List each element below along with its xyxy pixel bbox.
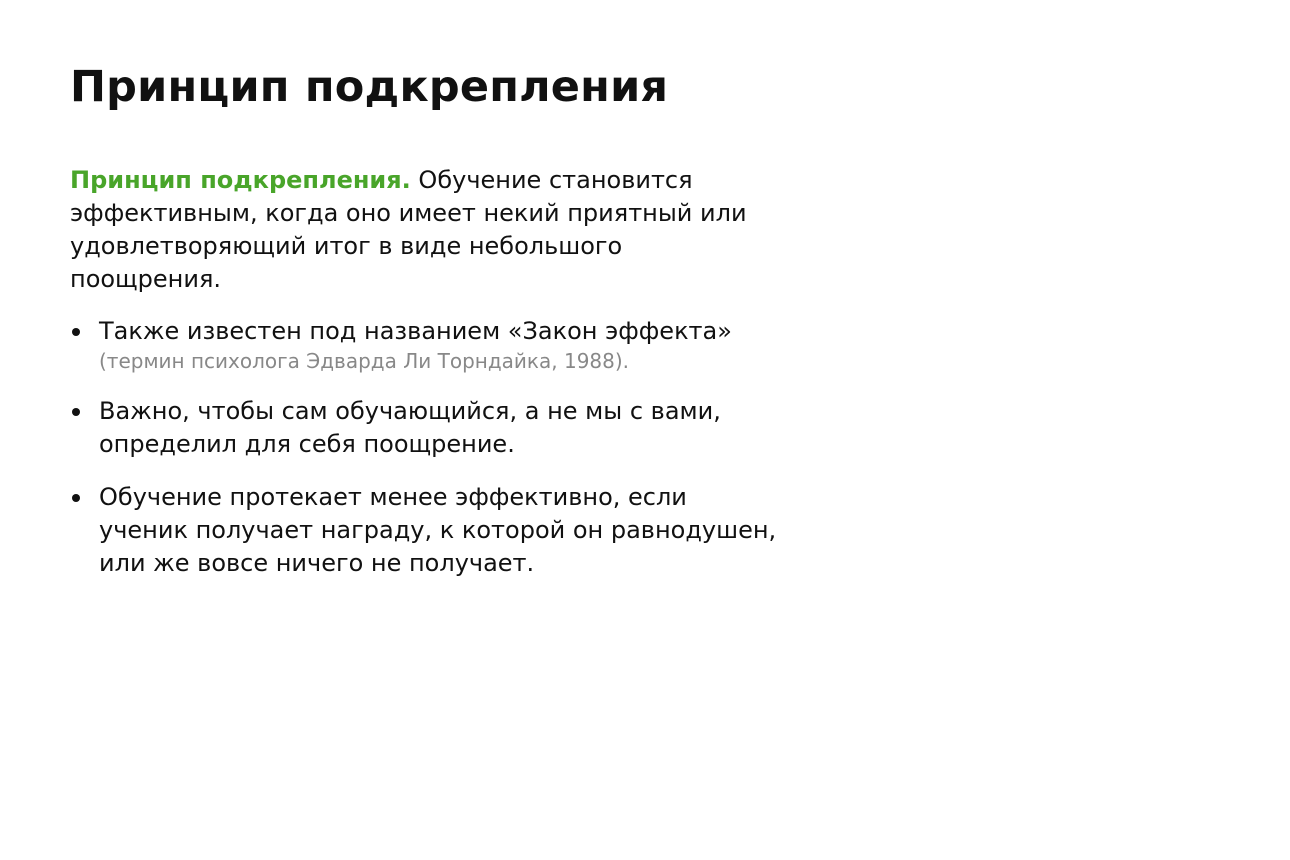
bullet-list xyxy=(70,315,780,580)
intro-accent-term: Принцип подкрепления. xyxy=(70,166,411,194)
bullet-text: Обучение протекает менее эффективно, если ученик получает награду, к которой он равнодушен, или же вовсе ничего не получает. xyxy=(99,483,777,577)
intro-paragraph xyxy=(70,164,780,296)
bullet-dot-icon xyxy=(72,408,80,416)
bullet-item xyxy=(70,315,780,375)
bullet-item xyxy=(70,395,780,461)
bullet-text: Также известен под названием «Закон эффекта» xyxy=(99,317,732,345)
bullet-text: Важно, чтобы сам обучающийся, а не мы с вами, определил для себя поощрение. xyxy=(99,397,721,458)
bullet-item xyxy=(70,481,780,580)
slide-title: Принцип подкрепления xyxy=(70,62,669,112)
bullet-dot-icon xyxy=(72,494,80,502)
intro-text: Обучение становится эффективным, когда оно имеет некий приятный или удовлетворяющий итог в виде небольшого поощрения. xyxy=(70,166,747,293)
bullet-dot-icon xyxy=(72,328,80,336)
bullet-note: (термин психолога Эдварда Ли Торндайка, 1988). xyxy=(99,349,630,373)
slide-content xyxy=(70,164,780,600)
